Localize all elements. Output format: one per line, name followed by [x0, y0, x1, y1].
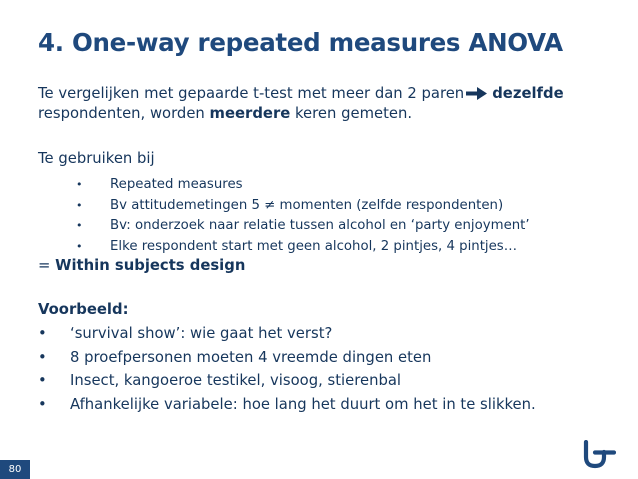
- arrow-right-icon: [466, 87, 488, 100]
- design-line: [38, 257, 245, 274]
- list-item-text: Elke respondent start met geen alcohol, 2 pintjes, 4 pintjes…: [110, 238, 518, 254]
- list-item: [76, 196, 530, 217]
- intro-emphasis-same: dezelfde: [492, 85, 564, 102]
- bullet: •: [38, 348, 47, 366]
- list-item: [76, 175, 530, 196]
- example-heading: Voorbeeld:: [38, 301, 129, 318]
- bullet: •: [76, 219, 83, 232]
- list-item-text: Afhankelijke variabele: hoe lang het duurt om het in te slikken.: [70, 395, 536, 413]
- bullet: •: [38, 395, 47, 413]
- bullet: •: [38, 372, 47, 389]
- bullet: •: [76, 239, 83, 253]
- list-item: [76, 216, 530, 237]
- list-item-text: ‘survival show’: wie gaat het verst?: [70, 325, 333, 342]
- list-item: [38, 369, 536, 393]
- intro-text: Te vergelijken met gepaarde t-test met meer dan 2 paren: [38, 85, 465, 102]
- example-list: [38, 322, 536, 416]
- list-item-text: Insect, kangoeroe testikel, visoog, stierenbal: [70, 372, 402, 389]
- list-item-text: Bv attitudemetingen 5 ≠ momenten (zelfde respondenten): [110, 197, 504, 213]
- design-prefix: =: [38, 257, 51, 274]
- list-item: [38, 346, 536, 370]
- bullet: •: [76, 178, 83, 191]
- design-label: Within subjects design: [55, 257, 246, 274]
- list-item: [76, 237, 530, 258]
- intro-paragraph: [38, 84, 618, 124]
- intro-text-line2-end: keren gemeten.: [295, 105, 413, 122]
- intro-emphasis-multiple: meerdere: [209, 105, 291, 122]
- bullet: •: [38, 325, 47, 342]
- list-item-text: Repeated measures: [110, 177, 243, 192]
- list-item-text: Bv: onderzoek naar relatie tussen alcohol en ‘party enjoyment’: [110, 218, 530, 233]
- use-heading: Te gebruiken bij: [38, 150, 155, 167]
- use-list: [76, 175, 530, 257]
- bullet: •: [76, 198, 83, 212]
- intro-text-line2: respondenten, worden: [38, 105, 205, 122]
- slide-title: 4. One-way repeated measures ANOVA: [38, 28, 563, 57]
- list-item: [38, 322, 536, 346]
- university-logo-icon: [578, 440, 616, 470]
- list-item: [38, 393, 536, 417]
- list-item-text: 8 proefpersonen moeten 4 vreemde dingen eten: [70, 348, 432, 366]
- page-number-badge: 80: [0, 460, 30, 479]
